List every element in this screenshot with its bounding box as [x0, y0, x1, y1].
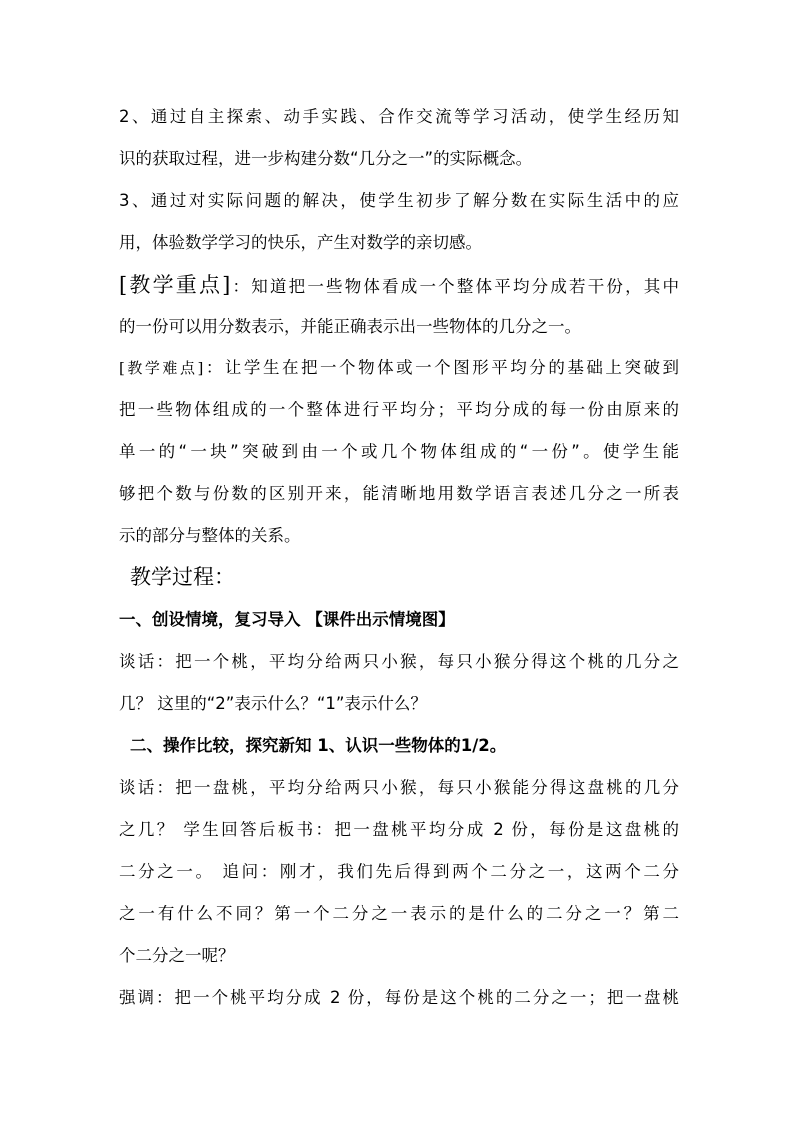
- key-point-line: [119, 270, 679, 302]
- key-point-label: [教学重点]: [119, 273, 231, 297]
- difficulty-label: [教学难点]: [119, 359, 204, 377]
- key-point-text: ：知道把一些物体看成一个整体平均分成若干份，其中: [230, 277, 679, 296]
- paragraph-line: 识的获取过程，进一步构建分数“几分之一”的实际概念。: [119, 149, 533, 168]
- paragraph-line: 个二分之一呢？: [119, 946, 235, 965]
- difficulty-text: ：让学生在把一个物体或一个图形平均分的基础上突破到: [203, 358, 679, 377]
- paragraph-line: 3、通过对实际问题的解决，使学生初步了解分数在实际生活中的应: [119, 191, 679, 210]
- paragraph-line: 2、通过自主探索、动手实践、合作交流等学习活动，使学生经历知: [119, 107, 679, 126]
- section-title-2: 二、操作比较，探究新知 1、认识一些物体的1/2。: [130, 736, 507, 755]
- difficulty-line: [119, 356, 679, 380]
- section-title-1: 一、创设情境，复习导入 【课件出示情境图】: [119, 610, 455, 629]
- paragraph-line: 几？ 这里的“2”表示什么？“1”表示什么？: [119, 694, 427, 713]
- paragraph-line: 谈话：把一盘桃，平均分给两只小猴，每只小猴能分得这盘桃的几分: [119, 778, 679, 797]
- paragraph-line: 强调：把一个桃平均分成 2 份，每份是这个桃的二分之一；把一盘桃: [119, 988, 679, 1007]
- paragraph-line: 够把个数与份数的区别开来，能清晰地用数学语言表述几分之一所表: [119, 484, 679, 503]
- section-heading: 教学过程：: [130, 565, 235, 589]
- paragraph-line: 把一些物体组成的一个整体进行平均分；平均分成的每一份由原来的: [119, 400, 679, 419]
- paragraph-line: 二分之一。 追问：刚才，我们先后得到两个二分之一，这两个二分: [119, 862, 679, 881]
- paragraph-line: 单一的“一块”突破到由一个或几个物体组成的“一份”。使学生能: [119, 442, 679, 461]
- paragraph-line: 用，体验数学学习的快乐，产生对数学的亲切感。: [119, 233, 482, 252]
- paragraph-line: 之几？ 学生回答后板书：把一盘桃平均分成 2 份，每份是这盘桃的: [119, 820, 679, 839]
- paragraph-line: 谈话：把一个桃，平均分给两只小猴，每只小猴分得这个桃的几分之: [119, 652, 679, 671]
- paragraph-line: 示的部分与整体的关系。: [119, 526, 301, 545]
- paragraph-line: 的一份可以用分数表示，并能正确表示出一些物体的几分之一。: [119, 317, 581, 336]
- paragraph-line: 之一有什么不同？第一个二分之一表示的是什么的二分之一？第二: [119, 904, 679, 923]
